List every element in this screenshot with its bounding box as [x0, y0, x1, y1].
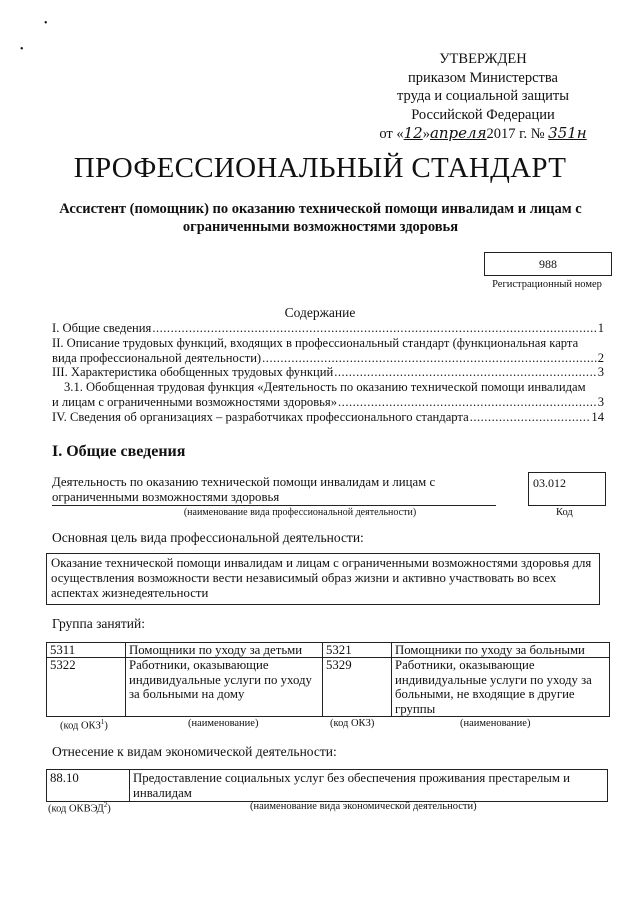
- toc-item[interactable]: [52, 321, 604, 336]
- date-month: апреля: [429, 124, 487, 142]
- table-row: [47, 770, 608, 802]
- toc-item-text: и лицам с ограниченными возможностями здоровья»: [52, 394, 338, 409]
- toc-item[interactable]: [52, 380, 604, 395]
- toc-item-text: IV. Сведения об организациях – разработчиках профессионального стандарта: [52, 409, 469, 424]
- toc-item-page: 3: [597, 394, 604, 409]
- date-prefix: от «: [379, 126, 404, 142]
- approval-line1: УТВЕРЖДЕН: [439, 51, 527, 67]
- toc-item[interactable]: [52, 351, 604, 366]
- date-mid: »: [422, 126, 430, 142]
- scan-mark: •: [44, 18, 48, 29]
- occ-code: 5329: [323, 658, 392, 717]
- okved-code-caption: (код ОКВЭД$^2$): [48, 801, 111, 815]
- occ-code: 5322: [47, 658, 126, 717]
- activity-line: Деятельность по оказанию технической помощи инвалидам и лицам с: [52, 475, 436, 489]
- goal-box: Оказание технической помощи инвалидам и лицам с ограниченными возможностями здоровья для осуществления возможности вести независимый образ жизни и активно участвовать во всех аспектах жизнедеятельности: [46, 553, 600, 605]
- toc-item-text: III. Характеристика обобщенных трудовых функций: [52, 365, 334, 380]
- activity-code: 03.012: [533, 476, 566, 490]
- toc-leader: [262, 351, 597, 366]
- date-year: 2017 г. №: [486, 126, 545, 142]
- occ-code-caption: (код ОКЗ$^1$): [60, 718, 108, 732]
- occ-name: Работники, оказывающие индивидуальные услуги по уходу за больными на дому: [126, 658, 323, 717]
- occ-code: 5311: [47, 643, 126, 658]
- toc-item-page: 2: [597, 350, 604, 365]
- toc-item-text: 3.1. Обобщенная трудовая функция «Деятельность по оказанию технической помощи инвалидам: [64, 380, 586, 395]
- occ-code-caption: (код ОКЗ): [330, 718, 375, 729]
- toc-leader: [152, 321, 596, 336]
- okved-table: [46, 769, 608, 802]
- table-of-contents: [52, 321, 604, 425]
- toc-item[interactable]: [52, 395, 604, 410]
- registration-label: Регистрационный номер: [492, 279, 602, 290]
- page-subtitle: Ассистент (помощник) по оказанию технической помощи инвалидам и лицам с ограниченными возможностями здоровья: [59, 201, 582, 235]
- registration-number-box: 988: [484, 252, 612, 276]
- activity-code-box: [528, 472, 606, 506]
- approval-line4: Российской Федерации: [411, 106, 555, 123]
- approval-line2: приказом Министерства: [408, 69, 558, 86]
- okved-name: Предоставление социальных услуг без обеспечения проживания престарелым и инвалидам: [130, 770, 608, 802]
- occ-name-caption: (наименование): [460, 718, 531, 729]
- toc-item-page: 1: [597, 321, 604, 335]
- toc-leader: [334, 365, 597, 380]
- occ-name-caption: (наименование): [188, 718, 259, 729]
- occ-code: 5321: [323, 643, 392, 658]
- activity-underline: [52, 505, 496, 506]
- toc-leader: [470, 410, 591, 425]
- goal-label: Основная цель вида профессиональной деятельности:: [52, 530, 364, 545]
- okved-label: Отнесение к видам экономической деятельности:: [52, 744, 337, 759]
- toc-item-text: I. Общие сведения: [52, 321, 152, 335]
- toc-title: Содержание: [284, 305, 356, 320]
- occ-name: Помощники по уходу за больными: [392, 643, 610, 658]
- table-row: [47, 643, 610, 658]
- toc-item[interactable]: [52, 336, 604, 351]
- activity-caption: (наименование вида профессиональной деятельности): [183, 507, 417, 518]
- toc-item-page: 3: [597, 365, 604, 380]
- group-label: Группа занятий:: [52, 616, 145, 631]
- section-title: I. Общие сведения: [52, 443, 186, 460]
- table-row: [47, 658, 610, 717]
- approval-block: [368, 50, 598, 144]
- order-number: 351н: [548, 124, 587, 142]
- occupations-table: [46, 642, 610, 717]
- occ-name: Работники, оказывающие индивидуальные услуги по уходу за больными, не входящие в другие группы: [392, 658, 610, 717]
- approval-date-line: [368, 124, 598, 144]
- occ-name: Помощники по уходу за детьми: [126, 643, 323, 658]
- scan-mark: •: [20, 44, 24, 55]
- approval-line3: труда и социальной защиты: [397, 88, 569, 104]
- toc-item-text: II. Описание трудовых функций, входящих в профессиональный стандарт (функциональная карта: [52, 335, 579, 350]
- date-day: 12: [403, 124, 423, 142]
- toc-item-page: 14: [591, 409, 604, 424]
- toc-leader: [338, 395, 597, 410]
- page-title: ПРОФЕССИОНАЛЬНЫЙ СТАНДАРТ: [73, 152, 567, 184]
- activity-name: [52, 475, 492, 505]
- code-caption: Код: [556, 507, 573, 518]
- toc-item-text: вида профессиональной деятельности): [52, 350, 262, 365]
- activity-line: ограниченными возможностями здоровья: [52, 490, 280, 504]
- toc-item[interactable]: [52, 365, 604, 380]
- okved-code: 88.10: [47, 770, 130, 802]
- toc-item[interactable]: [52, 410, 604, 425]
- okved-name-caption: (наименование вида экономической деятельности): [250, 801, 477, 812]
